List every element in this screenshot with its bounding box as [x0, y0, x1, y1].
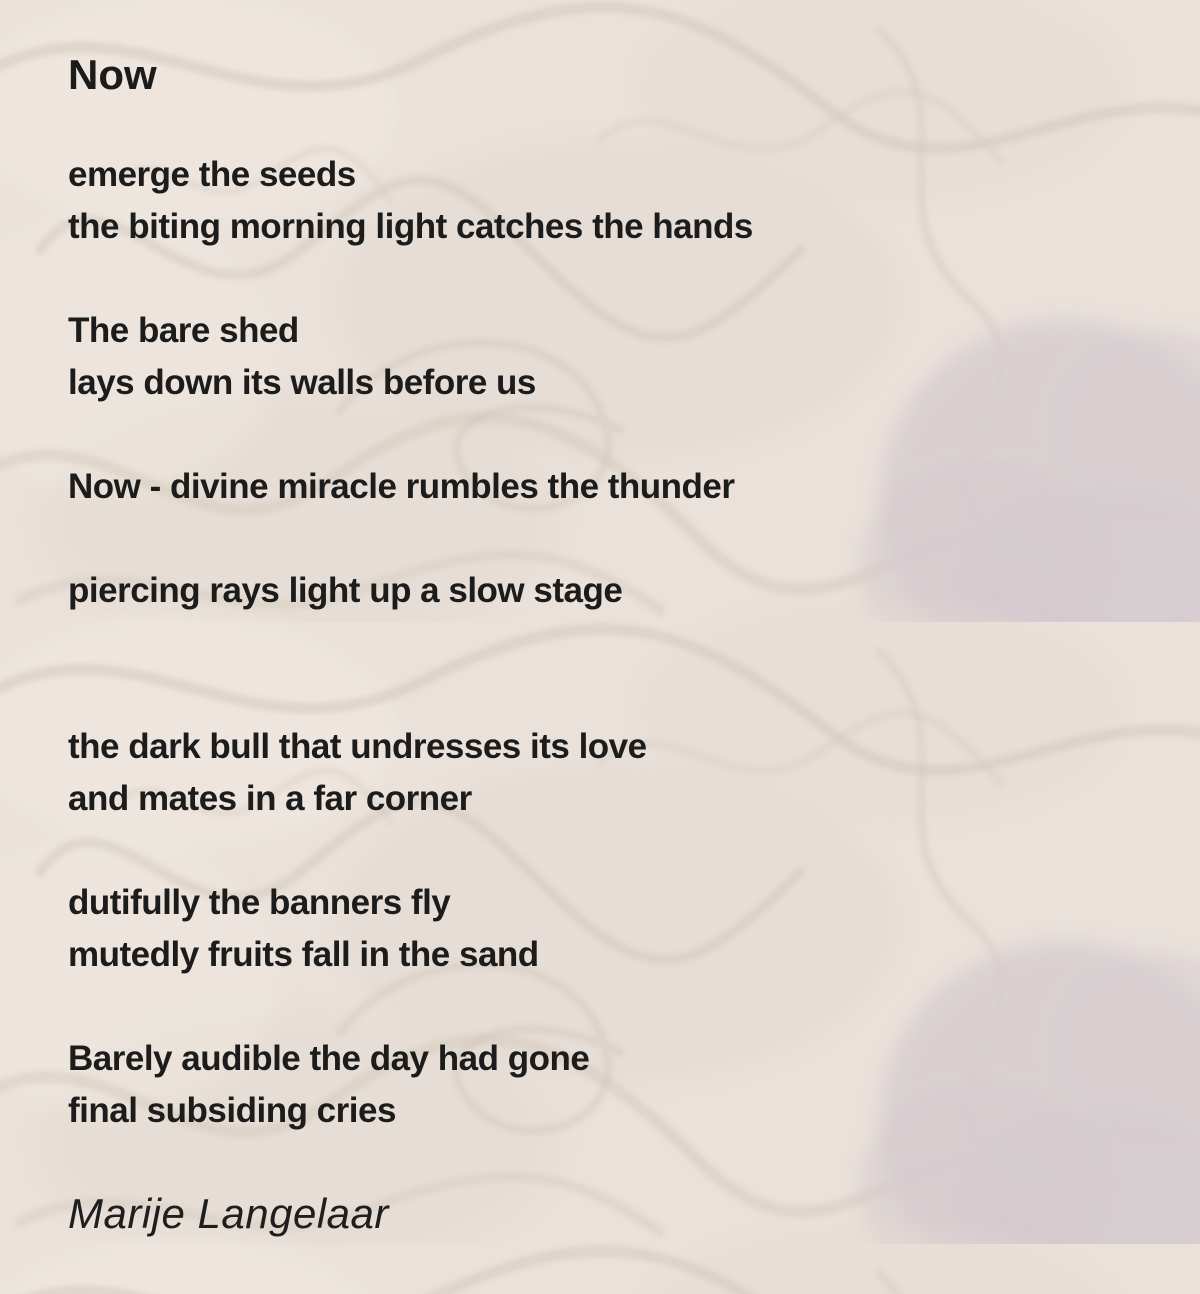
poem-line: final subsiding cries: [68, 1091, 396, 1130]
poem-line: [68, 981, 1148, 1033]
poem-line: piercing rays light up a slow stage: [68, 571, 623, 610]
poem-line: mutedly fruits fall in the sand: [68, 935, 539, 974]
poem-line: the dark bull that undresses its love: [68, 727, 647, 766]
poem-line: [68, 513, 1148, 565]
poem-line: [68, 669, 1148, 721]
poem-title: Now: [68, 51, 157, 98]
poem-line: and mates in a far corner: [68, 779, 472, 818]
poem-line: The bare shed: [68, 311, 299, 350]
poem-line: emerge the seeds: [68, 155, 356, 194]
poem-line: [68, 617, 1148, 669]
poem-line: Now - divine miracle rumbles the thunder: [68, 467, 735, 506]
poem-line: the biting morning light catches the hands: [68, 207, 753, 246]
poem-line: [68, 825, 1148, 877]
poem-body: [68, 149, 1148, 1137]
poem-author: Marije Langelaar: [68, 1190, 389, 1237]
poem-line: [68, 253, 1148, 305]
poem-line: lays down its walls before us: [68, 363, 536, 402]
poem-line: [68, 409, 1148, 461]
poem-line: Barely audible the day had gone: [68, 1039, 590, 1078]
poem-line: dutifully the banners fly: [68, 883, 451, 922]
